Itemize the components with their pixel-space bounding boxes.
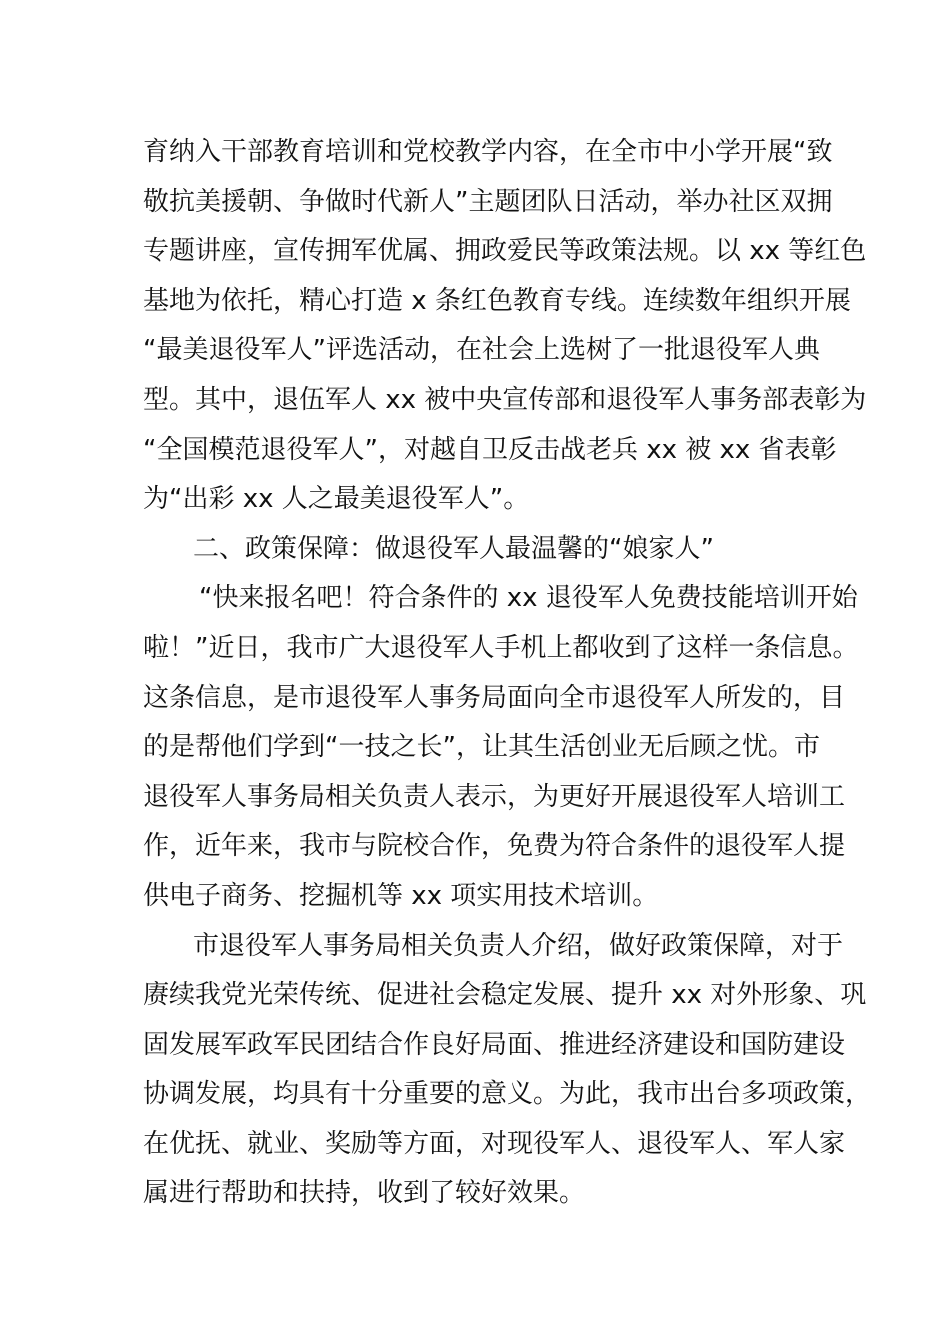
text-line: 市退役军人事务局相关负责人介绍，做好政策保障，对于 xyxy=(193,930,844,961)
paragraph-policy xyxy=(143,922,872,1220)
text-line: “最美退役军人”评选活动，在社会上选树了一批退役军人典 xyxy=(143,335,820,366)
text-line: 属进行帮助和扶持，收到了较好效果。 xyxy=(143,1178,586,1209)
text-line: 这条信息，是市退役军人事务局面向全市退役军人所发的，目 xyxy=(143,682,846,713)
text-line: “全国模范退役军人”，对越自卫反击战老兵 xx 被 xx 省表彰 xyxy=(143,434,837,465)
text-line: 专题讲座，宣传拥军优属、拥政爱民等政策法规。以 xx 等红色 xyxy=(143,236,867,267)
text-line: “快来报名吧！符合条件的 xx 退役军人免费技能培训开始 xyxy=(199,583,858,614)
text-line: 在优抚、就业、奖励等方面，对现役军人、退役军人、军人家 xyxy=(143,1128,846,1159)
text-line: 啦！”近日，我市广大退役军人手机上都收到了这样一条信息。 xyxy=(143,632,859,663)
text-line: 作，近年来，我市与院校合作，免费为符合条件的退役军人提 xyxy=(143,831,846,862)
text-line: 敬抗美援朝、争做时代新人”主题团队日活动，举办社区双拥 xyxy=(143,186,833,217)
text-line: 供电子商务、挖掘机等 xx 项实用技术培训。 xyxy=(143,880,659,911)
text-line: 退役军人事务局相关负责人表示，为更好开展退役军人培训工 xyxy=(143,781,846,812)
paragraph-education xyxy=(143,128,867,525)
section-heading: 二、政策保障：做退役军人最温馨的“娘家人” xyxy=(193,533,714,564)
text-line: 基地为依托，精心打造 x 条红色教育专线。连续数年组织开展 xyxy=(143,285,851,316)
document-body xyxy=(143,128,872,1219)
text-line: 的是帮他们学到“一技之长”，让其生活创业无后顾之忧。市 xyxy=(143,732,820,763)
text-line: 固发展军政军民团结合作良好局面、推进经济建设和国防建设 xyxy=(143,1029,846,1060)
text-line: 赓续我党光荣传统、促进社会稳定发展、提升 xx 对外形象、巩 xyxy=(143,980,867,1011)
text-line: 为“出彩 xx 人之最美退役军人”。 xyxy=(143,484,530,515)
text-line: 协调发展，均具有十分重要的意义。为此，我市出台多项政策， xyxy=(143,1079,872,1110)
text-line: 型。其中，退伍军人 xx 被中央宣传部和退役军人事务部表彰为 xyxy=(143,384,867,415)
paragraph-training xyxy=(143,574,859,921)
text-line: 育纳入干部教育培训和党校教学内容，在全市中小学开展“致 xyxy=(143,137,833,167)
